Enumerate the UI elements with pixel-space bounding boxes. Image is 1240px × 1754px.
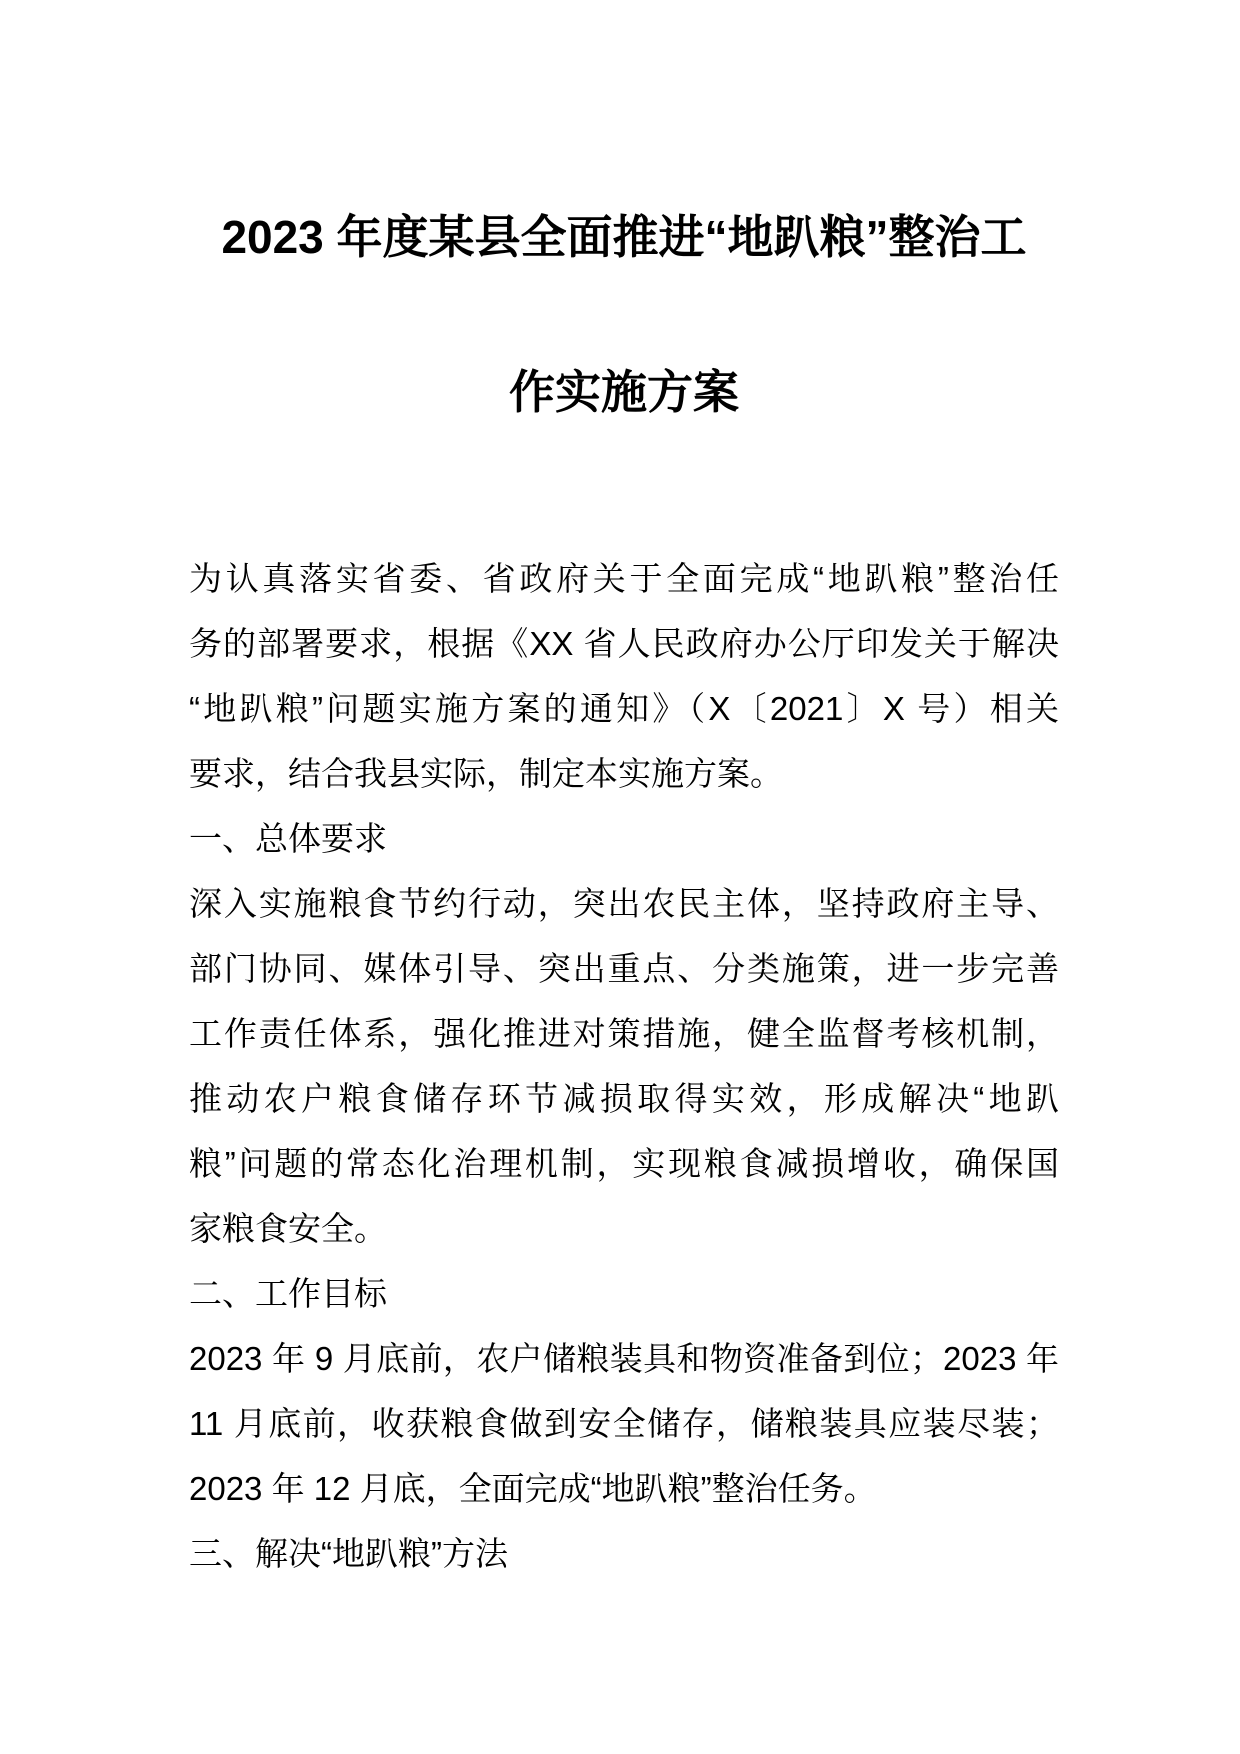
paragraph-line: 11 月底前，收获粮食做到安全储存，储粮装具应装尽装；: [189, 1405, 1059, 1442]
document-body: [189, 546, 1059, 1586]
paragraph-line: 2023 年 9 月底前，农户储粮装具和物资准备到位；2023 年: [189, 1340, 1059, 1377]
paragraph-line: 工作责任体系，强化推进对策措施，健全监督考核机制，: [189, 1015, 1059, 1052]
paragraph-line: 粮”问题的常态化治理机制，实现粮食减损增收，确保国: [189, 1145, 1059, 1182]
intro-paragraph: [189, 546, 1059, 806]
paragraph-line: 推动农户粮食储存环节减损取得实效，形成解决“地趴: [189, 1080, 1059, 1117]
document-title: [189, 160, 1059, 470]
title-line: 作实施方案: [509, 366, 739, 418]
paragraph-line: 部门协同、媒体引导、突出重点、分类施策，进一步完善: [189, 950, 1059, 987]
paragraph-line: “地趴粮”问题实施方案的通知》（X〔2021〕X 号）相关: [189, 690, 1059, 727]
section-heading: 三、解决“地趴粮”方法: [189, 1535, 508, 1572]
paragraph-line: 2023 年 12 月底，全面完成“地趴粮”整治任务。: [189, 1470, 877, 1507]
paragraph-line: 为认真落实省委、省政府关于全面完成“地趴粮”整治任: [189, 560, 1059, 597]
paragraph-line: 务的部署要求，根据《XX 省人民政府办公厅印发关于解决: [189, 625, 1059, 662]
section-heading: 二、工作目标: [189, 1275, 387, 1312]
title-line: 2023 年度某县全面推进“地趴粮”整治工: [221, 211, 1027, 263]
paragraph-line: 家粮食安全。: [189, 1210, 387, 1247]
section-heading: 一、总体要求: [189, 820, 387, 857]
paragraph-line: 要求，结合我县实际，制定本实施方案。: [189, 755, 783, 792]
paragraph-line: 深入实施粮食节约行动，突出农民主体，坚持政府主导、: [189, 885, 1059, 922]
section-paragraph: [189, 871, 1059, 1261]
section-paragraph: [189, 1326, 1059, 1521]
